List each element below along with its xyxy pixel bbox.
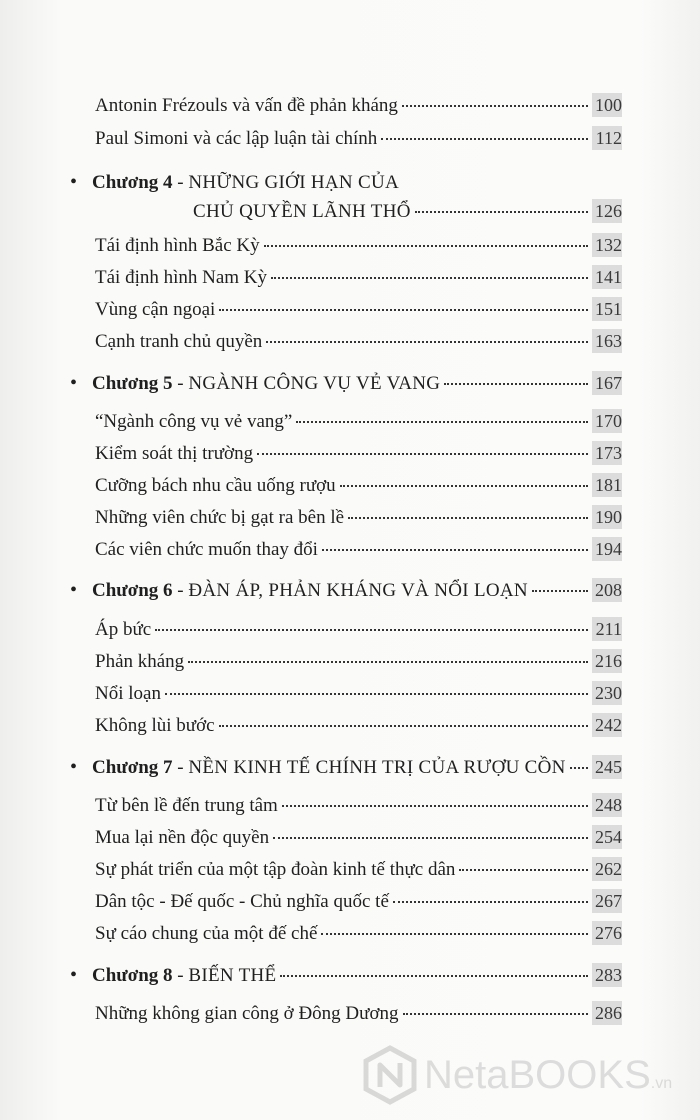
chapter-heading-4 (70, 170, 622, 195)
toc-entry-title: Phản kháng (95, 651, 185, 672)
chapter-title-line-2: CHỦ QUYỀN LÃNH THỔ (193, 201, 411, 222)
chapter-heading-7 (70, 755, 622, 780)
toc-entry-title: Cưỡng bách nhu cầu uống rượu (95, 475, 336, 496)
dot-leader (403, 1013, 589, 1015)
toc-entry (95, 1001, 622, 1026)
dot-leader (444, 383, 588, 385)
toc-page-number: 151 (592, 297, 622, 321)
toc-page-number: 141 (592, 265, 622, 289)
dot-leader (219, 309, 588, 311)
bullet-icon: • (70, 756, 78, 778)
toc-entry-title: Mua lại nền độc quyền (95, 827, 270, 848)
dot-leader (165, 693, 588, 695)
toc-entry (95, 825, 622, 850)
dot-leader (402, 105, 588, 107)
toc-page-number: 267 (592, 889, 622, 913)
toc-entry-title: Từ bên lề đến trung tâm (95, 795, 278, 816)
toc-entry (95, 857, 622, 882)
toc-entry-title: Nổi loạn (95, 683, 161, 704)
dot-leader (321, 933, 588, 935)
toc-page-number: 163 (592, 329, 622, 353)
toc-entry (95, 297, 622, 322)
toc-page-number: 126 (592, 199, 622, 223)
chapter-title-line-1: NHỮNG GIỚI HẠN CỦA (188, 172, 400, 193)
dot-leader (340, 485, 588, 487)
toc-entry (95, 793, 622, 818)
toc-entry-title: Antonin Frézouls và vấn đề phản kháng (95, 95, 398, 116)
toc-entry-title: “Ngành công vụ vẻ vang” (95, 411, 293, 432)
bullet-icon: • (70, 579, 78, 601)
toc-entry-title: Paul Simoni và các lập luận tài chính (95, 128, 378, 149)
toc-page-number: 276 (592, 921, 622, 945)
toc-page-number: 262 (592, 857, 622, 881)
toc-entry-title: Tái định hình Nam Kỳ (95, 267, 268, 288)
netabooks-logo-icon (362, 1045, 418, 1105)
toc-page-number: 242 (592, 713, 622, 737)
toc-entry-title: Những không gian công ở Đông Dương (95, 1003, 399, 1024)
toc-entry (95, 649, 622, 674)
dot-leader (570, 767, 588, 769)
toc-entry (95, 617, 622, 642)
toc-entry (95, 409, 622, 434)
toc-entry-title: Cạnh tranh chủ quyền (95, 331, 263, 352)
toc-entry (95, 265, 622, 290)
chapter-name: Chương 5 (92, 373, 173, 394)
dot-leader (219, 725, 588, 727)
toc-page-number: 173 (592, 441, 622, 465)
chapter-heading-5 (70, 371, 622, 396)
dot-leader (532, 590, 588, 592)
chapter-name: Chương 7 (92, 757, 173, 778)
chapter-separator: - (172, 580, 189, 601)
chapter-name: Chương 8 (92, 965, 173, 986)
chapter-separator: - (172, 373, 189, 394)
toc-entry-title: Những viên chức bị gạt ra bên lề (95, 507, 345, 528)
dot-leader (273, 837, 588, 839)
toc-page-number: 167 (592, 371, 622, 395)
dot-leader (381, 138, 588, 140)
dot-leader (415, 211, 588, 213)
toc-page-number: 283 (592, 963, 622, 987)
toc-entry-title: Các viên chức muốn thay đổi (95, 539, 318, 560)
bullet-icon: • (70, 171, 78, 193)
chapter-separator: - (172, 172, 189, 193)
toc-entry (95, 537, 622, 562)
toc-entry-title: Kiểm soát thị trường (95, 443, 254, 464)
toc-entry (95, 889, 622, 914)
toc-page-number: 170 (592, 409, 622, 433)
chapter-heading-8 (70, 963, 622, 988)
dot-leader (459, 869, 588, 871)
toc-entry-title: Dân tộc - Đế quốc - Chủ nghĩa quốc tế (95, 891, 389, 912)
chapter-name: Chương 6 (92, 580, 173, 601)
toc-entry (95, 473, 622, 498)
toc-entry (95, 681, 622, 706)
toc-page-number: 208 (592, 578, 622, 602)
chapter-title-continuation (193, 199, 622, 224)
dot-leader (257, 453, 588, 455)
toc-page-number: 112 (592, 126, 622, 150)
dot-leader (322, 549, 588, 551)
chapter-heading-6 (70, 578, 622, 603)
watermark (362, 1040, 692, 1110)
toc-page-number: 190 (592, 505, 622, 529)
toc-entry (95, 329, 622, 354)
dot-leader (155, 629, 588, 631)
toc-page-number: 216 (592, 649, 622, 673)
toc-entry-title: Sự phát triển của một tập đoàn kinh tế thực dân (95, 859, 456, 880)
toc-page-number: 245 (592, 755, 622, 779)
toc-page-number: 248 (592, 793, 622, 817)
chapter-name: Chương 4 (92, 172, 173, 193)
toc-entry (95, 441, 622, 466)
dot-leader (280, 975, 588, 977)
toc-entry (95, 126, 622, 151)
dot-leader (266, 341, 588, 343)
toc-page-number: 286 (592, 1001, 622, 1025)
dot-leader (282, 805, 588, 807)
toc-page-number: 181 (592, 473, 622, 497)
toc-entry-title: Sự cáo chung của một đế chế (95, 923, 318, 944)
chapter-title: NỀN KINH TẾ CHÍNH TRỊ CỦA RƯỢU CỒN (188, 757, 566, 778)
bullet-icon: • (70, 964, 78, 986)
bullet-icon: • (70, 372, 78, 394)
dot-leader (271, 277, 588, 279)
toc-entry (95, 93, 622, 118)
dot-leader (188, 661, 588, 663)
chapter-title: BIẾN THỂ (188, 965, 277, 986)
chapter-title: NGÀNH CÔNG VỤ VẺ VANG (188, 373, 441, 394)
toc-entry-title: Tái định hình Bắc Kỳ (95, 235, 260, 256)
toc-entry (95, 921, 622, 946)
chapter-title: ĐÀN ÁP, PHẢN KHÁNG VÀ NỔI LOẠN (188, 580, 528, 601)
toc-entry (95, 505, 622, 530)
toc-entry-title: Vùng cận ngoại (95, 299, 216, 320)
dot-leader (296, 421, 588, 423)
toc-page-number: 211 (592, 617, 622, 641)
toc-entry-title: Áp bức (95, 619, 152, 640)
watermark-brand: NetaBOOKS.vn (424, 1052, 673, 1097)
toc-page-number: 230 (592, 681, 622, 705)
chapter-separator: - (172, 965, 189, 986)
toc-entry (95, 713, 622, 738)
dot-leader (264, 245, 588, 247)
toc-page-number: 194 (592, 537, 622, 561)
toc-entry-title: Không lùi bước (95, 715, 215, 736)
toc-entry (95, 233, 622, 258)
dot-leader (348, 517, 588, 519)
dot-leader (393, 901, 588, 903)
toc-page-number: 254 (592, 825, 622, 849)
toc-page-number: 100 (592, 93, 622, 117)
toc-page-number: 132 (592, 233, 622, 257)
chapter-separator: - (172, 757, 189, 778)
